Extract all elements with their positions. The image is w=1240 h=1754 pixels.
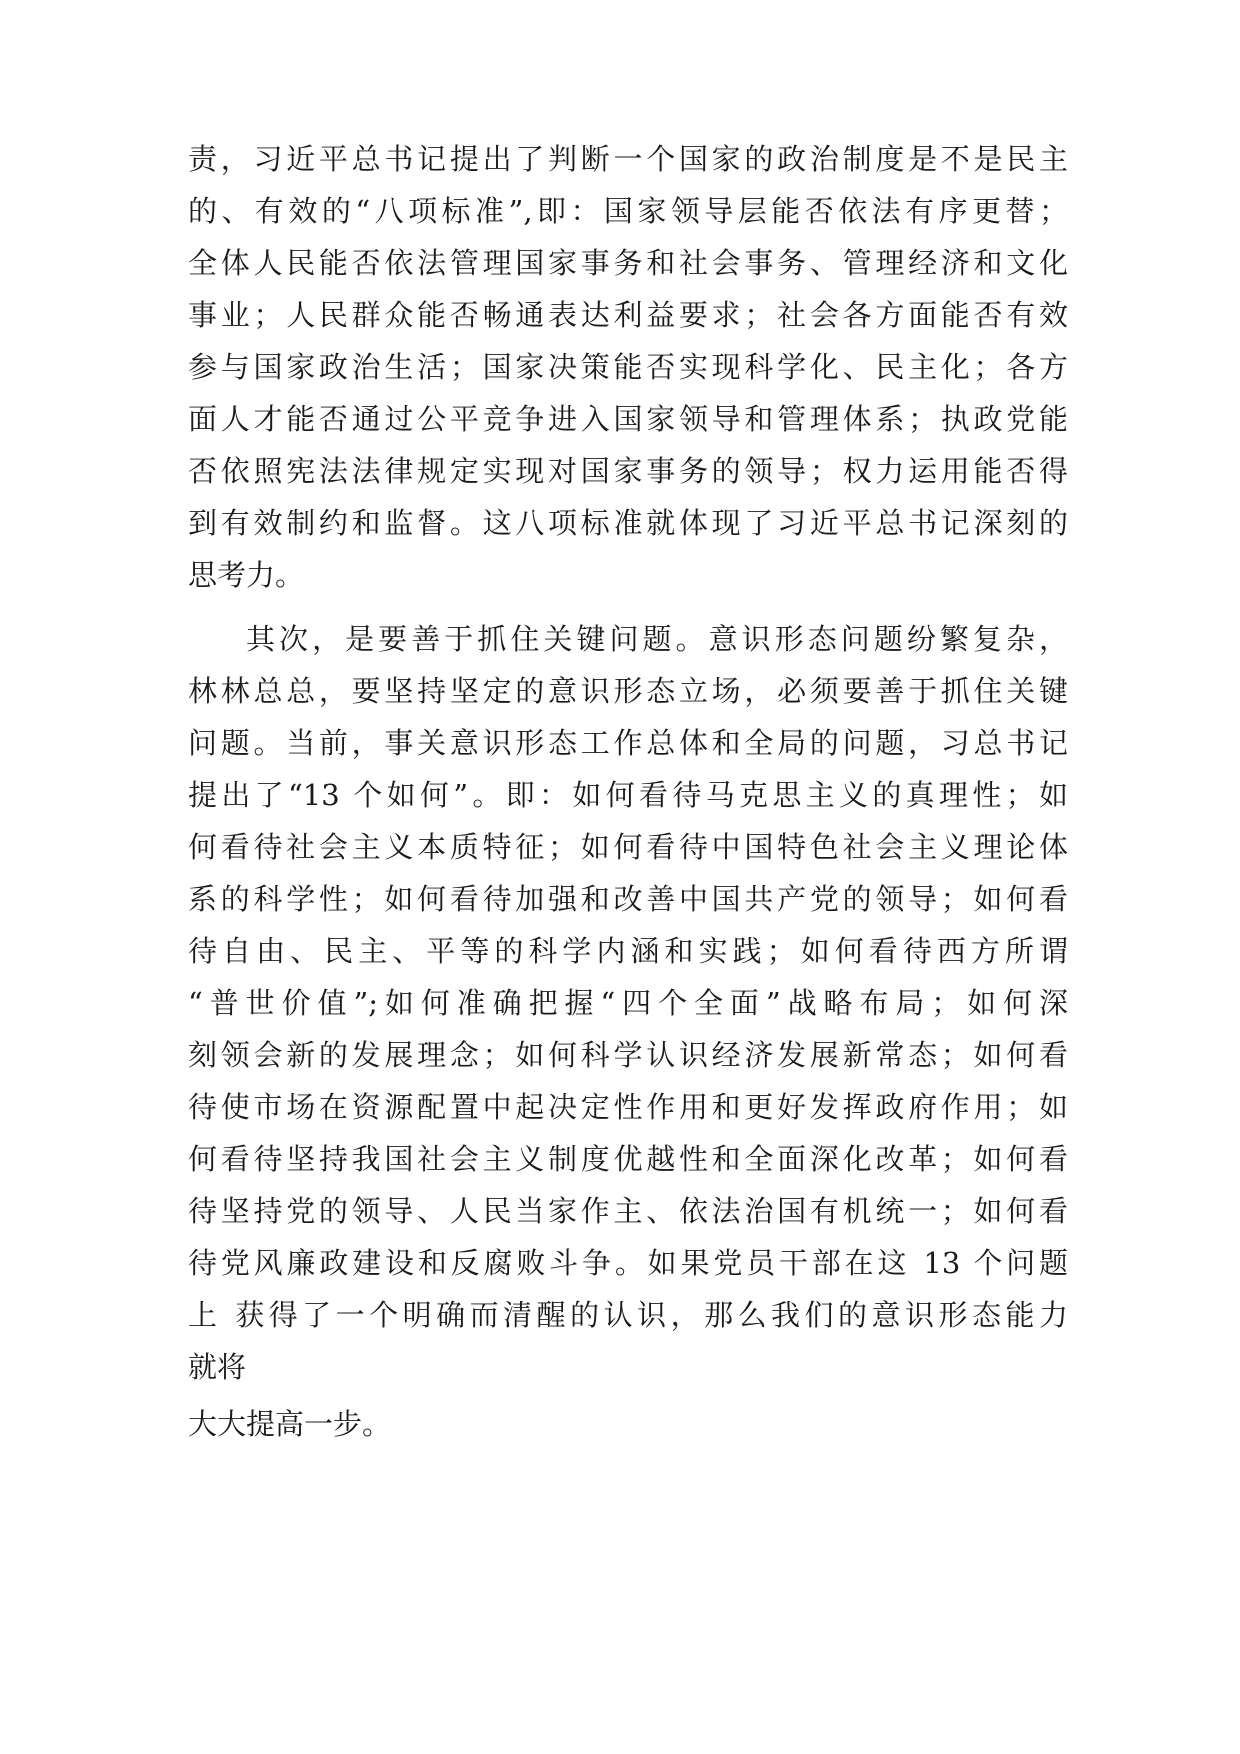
paragraph-2-line-2: 林林总总，要坚持坚定的意识形态立场，必须要善于抓住关键 xyxy=(188,674,1068,708)
paragraph-1-line-4: 事业；人民群众能否畅通表达利益要求；社会各方面能否有效 xyxy=(188,298,1068,332)
paragraph-1-line-7: 否依照宪法法律规定实现对国家事务的领导；权力运用能否得 xyxy=(188,454,1068,488)
paragraph-1-line-5: 参与国家政治生活；国家决策能否实现科学化、民主化；各方 xyxy=(188,350,1068,384)
paragraph-2-line-14: 上 获得了一个明确而清醒的认识，那么我们的意识形态能力 xyxy=(188,1298,1068,1332)
paragraph-2-line-10: 待使市场在资源配置中起决定性作用和更好发挥政府作用；如 xyxy=(188,1090,1068,1124)
paragraph-1-line-8: 到有效制约和监督。这八项标准就体现了习近平总书记深刻的 xyxy=(188,506,1068,540)
paragraph-2-line-13: 待党风廉政建设和反腐败斗争。如果党员干部在这 13 个问题 xyxy=(188,1246,1068,1280)
paragraph-2-line-4: 提出了“13 个如何”。即：如何看待马克思主义的真理性；如 xyxy=(188,778,1068,812)
paragraph-1-line-1: 责，习近平总书记提出了判断一个国家的政治制度是不是民主 xyxy=(188,142,1068,176)
paragraph-1-line-2: 的、有效的“八项标准”,即：国家领导层能否依法有序更替； xyxy=(188,194,1068,228)
paragraph-1-line-3: 全体人民能否依法管理国家事务和社会事务、管理经济和文化 xyxy=(188,246,1068,280)
paragraph-2-line-3: 问题。当前，事关意识形态工作总体和全局的问题，习总书记 xyxy=(188,726,1068,760)
paragraph-2-line-11: 何看待坚持我国社会主义制度优越性和全面深化改革；如何看 xyxy=(188,1142,1068,1176)
paragraph-2-line-16: 大大提高一步。 xyxy=(188,1407,392,1441)
paragraph-2-line-9: 刻领会新的发展理念；如何科学认识经济发展新常态；如何看 xyxy=(188,1038,1068,1072)
paragraph-2-line-12: 待坚持党的领导、人民当家作主、依法治国有机统一；如何看 xyxy=(188,1194,1068,1228)
paragraph-2-line-1: 其次，是要善于抓住关键问题。意识形态问题纷繁复杂， xyxy=(246,622,1068,656)
paragraph-1-line-9: 思考力。 xyxy=(188,558,305,592)
paragraph-2-line-6: 系的科学性；如何看待加强和改善中国共产党的领导；如何看 xyxy=(188,882,1068,916)
paragraph-2-line-15: 就将 xyxy=(188,1350,247,1384)
paragraph-2-line-8: “普世价值”;如何准确把握“四个全面”战略布局；如何深 xyxy=(188,986,1068,1020)
paragraph-2-line-5: 何看待社会主义本质特征；如何看待中国特色社会主义理论体 xyxy=(188,830,1068,864)
paragraph-1-line-6: 面人才能否通过公平竞争进入国家领导和管理体系；执政党能 xyxy=(188,402,1068,436)
paragraph-2-line-7: 待自由、民主、平等的科学内涵和实践；如何看待西方所谓 xyxy=(188,934,1068,968)
